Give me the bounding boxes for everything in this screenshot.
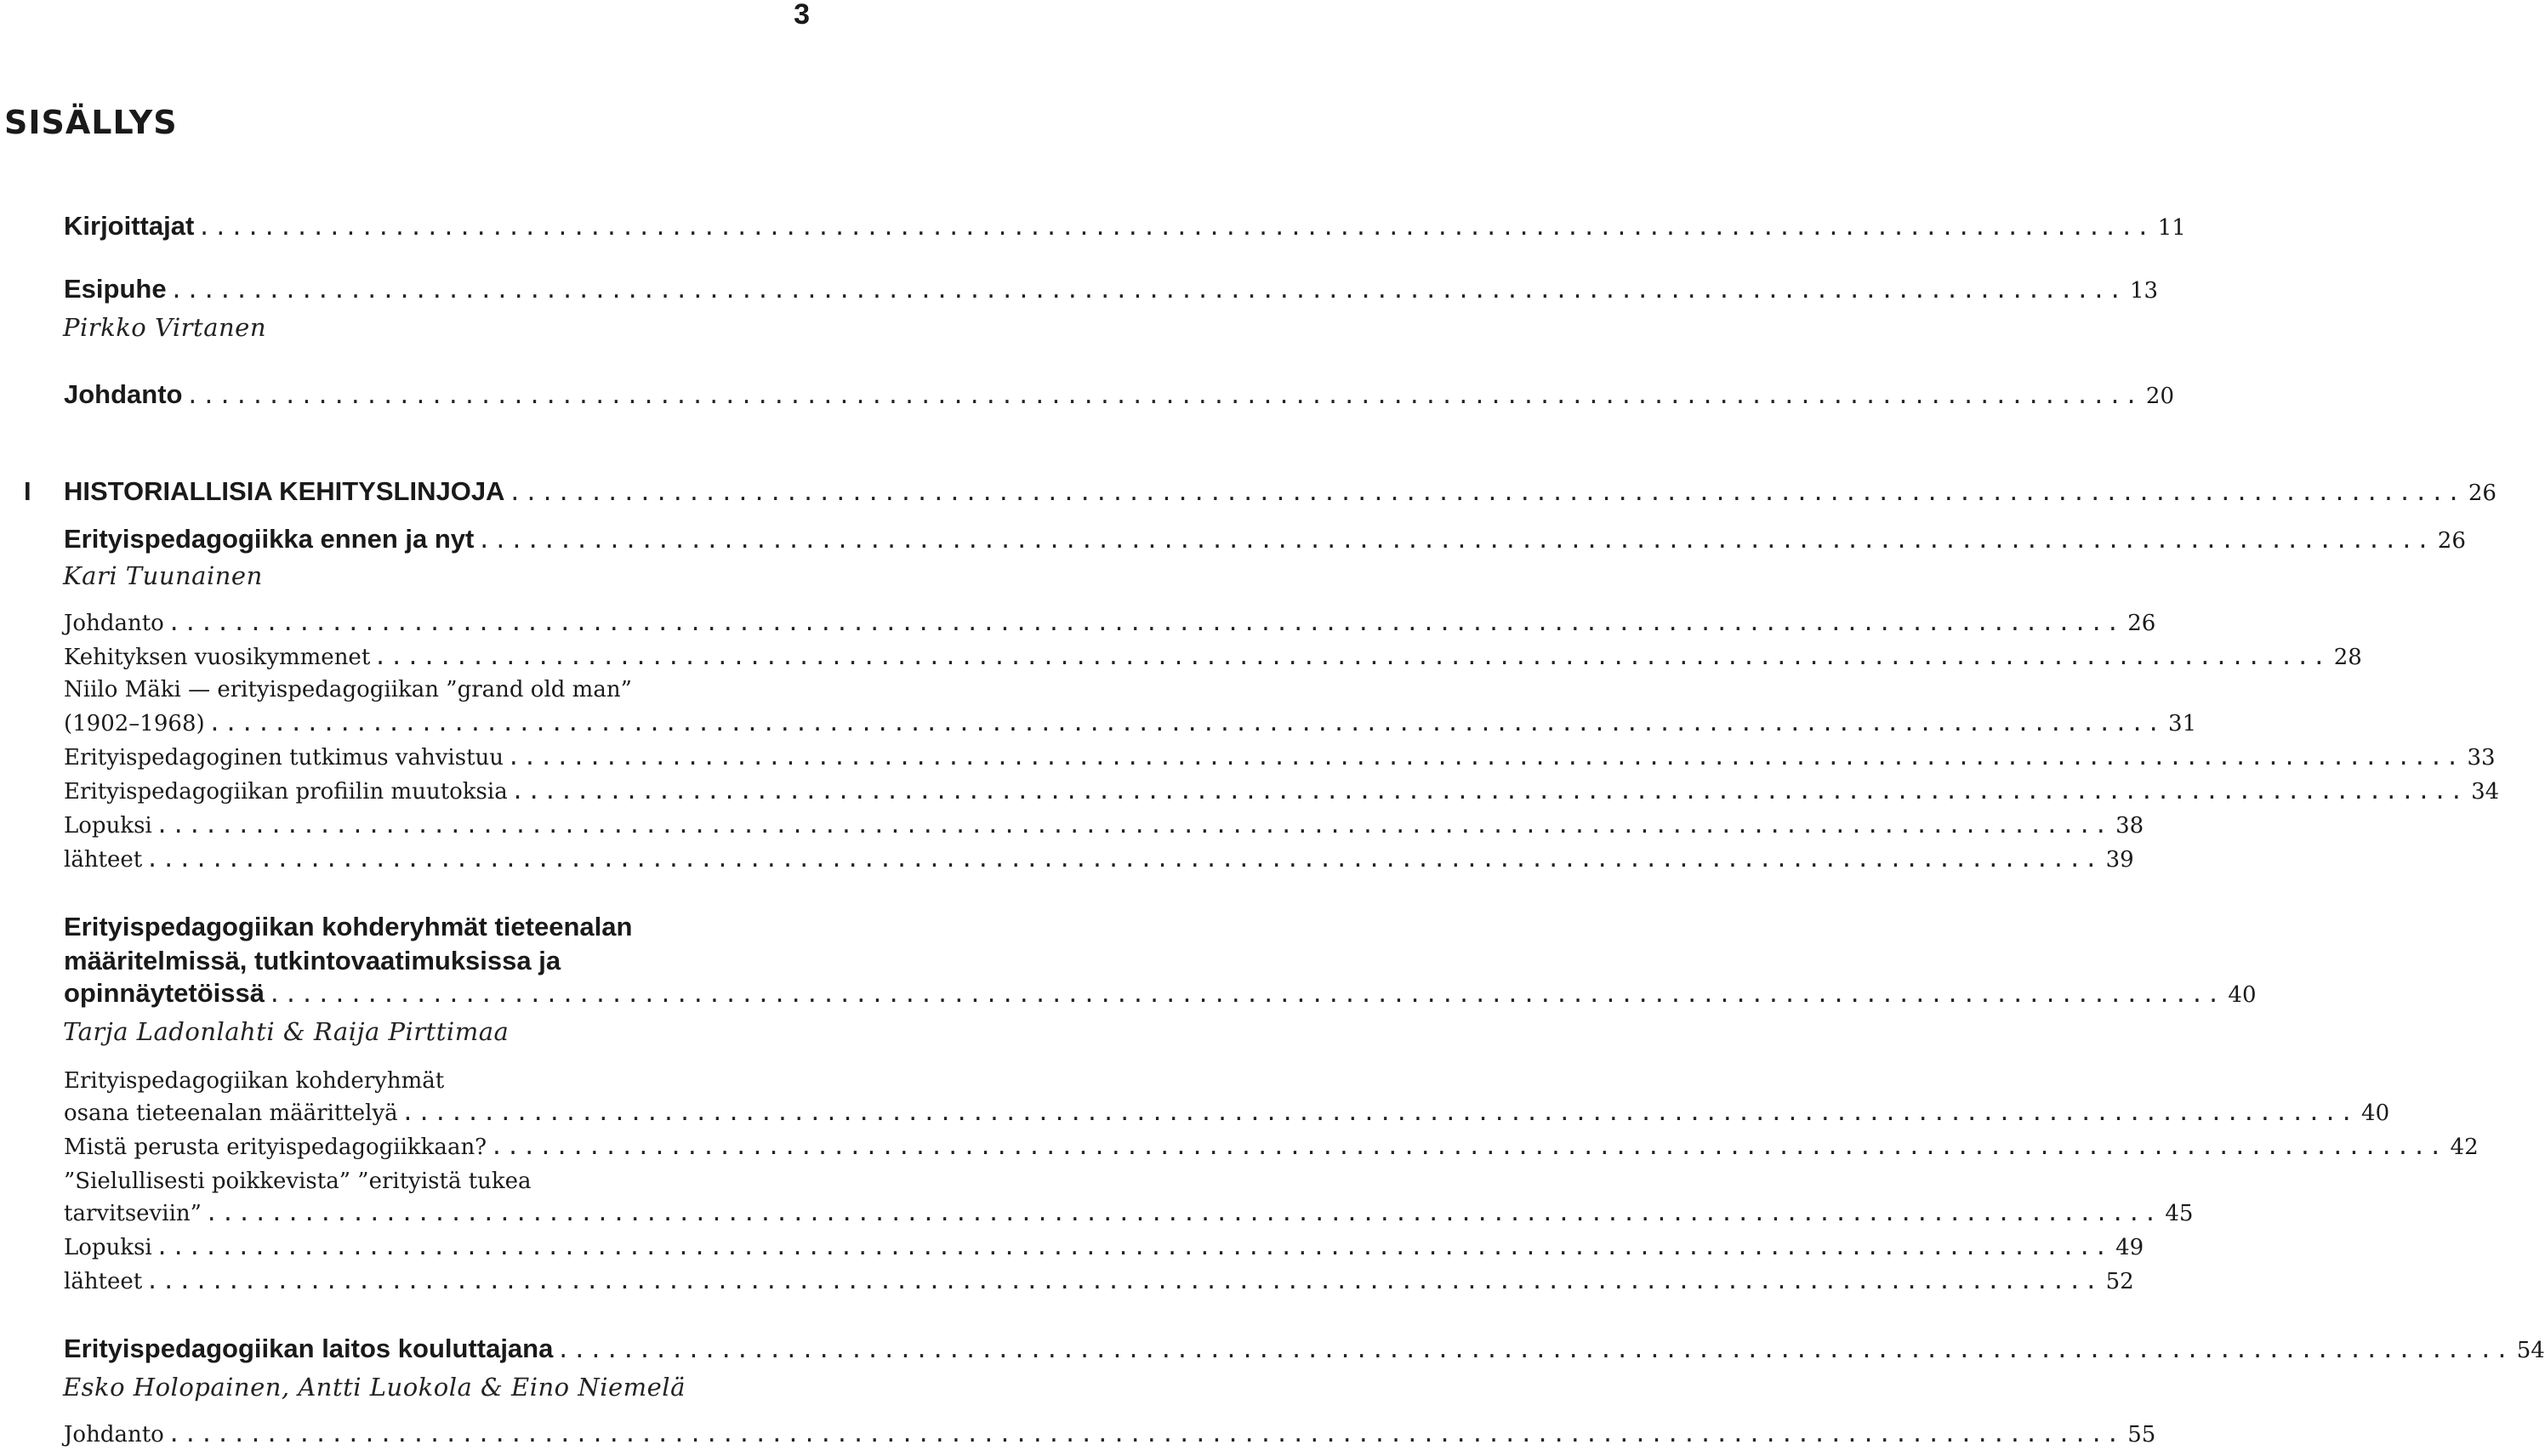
dot-leader: ........................................................................................................................ bbox=[208, 711, 2164, 737]
dot-leader: ........................................................................................................................ bbox=[169, 278, 2125, 304]
toc-subentry-profiili[interactable] bbox=[64, 779, 2500, 813]
toc-subentry-tutkimus[interactable] bbox=[64, 745, 2496, 779]
dot-leader: ........................................................................................................................ bbox=[167, 1422, 2123, 1447]
toc-subentry-osana-line1: Erityispedagogiikan kohderyhmät bbox=[64, 1068, 445, 1094]
toc-subentry-sielullisesti[interactable] bbox=[64, 1201, 2194, 1235]
dot-leader: ........................................................................................................................ bbox=[508, 481, 2463, 506]
dot-leader: ........................................................................................................................ bbox=[268, 982, 2223, 1008]
toc-author: Esko Holopainen, Antti Luokola & Eino Niemelä bbox=[63, 1373, 686, 1402]
toc-subentry-sielullisesti-line1: ”Sielullisesti poikkevista” ”erityistä tukea bbox=[64, 1169, 532, 1194]
dot-leader: ........................................................................................................................ bbox=[373, 645, 2329, 670]
toc-page-number: 42 bbox=[2450, 1135, 2479, 1160]
dot-leader: ........................................................................................................................ bbox=[477, 528, 2433, 554]
toc-entry-title: Esipuhe bbox=[64, 274, 167, 304]
toc-entry-kohderyhmat[interactable] bbox=[64, 978, 2257, 1012]
toc-entry-title: Johdanto bbox=[64, 379, 183, 409]
dot-leader: ........................................................................................................................ bbox=[401, 1101, 2357, 1126]
toc-page-number: 38 bbox=[2115, 813, 2144, 839]
toc-entry-title: Erityispedagoginen tutkimus vahvistuu bbox=[64, 745, 504, 771]
toc-page-number: 40 bbox=[2228, 982, 2257, 1008]
toc-page-number: 26 bbox=[2437, 528, 2466, 554]
toc-entry-title: Erityispedagogiikka ennen ja nyt bbox=[64, 524, 475, 554]
dot-leader: ........................................................................................................................ bbox=[145, 847, 2101, 873]
toc-entry-title: Erityispedagogiikan laitos kouluttajana bbox=[64, 1334, 554, 1363]
toc-subentry-johdanto[interactable] bbox=[64, 611, 2156, 645]
toc-entry-kohderyhmat-line1: Erityispedagogiikan kohderyhmät tieteenalan bbox=[64, 912, 633, 941]
toc-page-number: 54 bbox=[2516, 1338, 2545, 1363]
toc-page-number: 31 bbox=[2168, 711, 2197, 737]
toc-entry-title: Johdanto bbox=[64, 1422, 164, 1447]
dot-leader: ........................................................................................................................ bbox=[167, 611, 2123, 636]
toc-entry-title: Johdanto bbox=[64, 611, 164, 636]
dot-leader: ........................................................................................................................ bbox=[185, 384, 2141, 409]
toc-entry-title: Lopuksi bbox=[64, 1235, 152, 1260]
dot-leader: ........................................................................................................................ bbox=[490, 1135, 2445, 1160]
toc-entry-title: Lopuksi bbox=[64, 813, 152, 839]
toc-subentry-niilo[interactable] bbox=[64, 711, 2197, 745]
toc-page-number: 20 bbox=[2145, 384, 2174, 409]
dot-leader: ........................................................................................................................ bbox=[155, 1235, 2111, 1260]
dot-leader: ........................................................................................................................ bbox=[155, 813, 2111, 839]
page-title: SISÄLLYS bbox=[4, 104, 178, 141]
dot-leader: ........................................................................................................................ bbox=[556, 1338, 2512, 1363]
toc-entry-esipuhe[interactable] bbox=[64, 274, 2159, 308]
toc-entry-title: Kehityksen vuosikymmenet bbox=[64, 645, 371, 670]
toc-entry-title: lähteet bbox=[64, 1269, 143, 1294]
toc-page-number: 49 bbox=[2115, 1235, 2144, 1260]
toc-entry-kirjoittajat[interactable] bbox=[64, 211, 2186, 245]
dot-leader: ........................................................................................................................ bbox=[507, 745, 2462, 771]
toc-author: Kari Tuunainen bbox=[63, 561, 263, 590]
toc-page-number: 52 bbox=[2105, 1269, 2134, 1294]
toc-subentry-lahteet[interactable] bbox=[64, 847, 2134, 881]
toc-subentry-lopuksi[interactable] bbox=[64, 813, 2144, 847]
page-number: 3 bbox=[794, 0, 810, 31]
toc-subentry-johdanto-3[interactable] bbox=[64, 1422, 2156, 1456]
dot-leader: ........................................................................................................................ bbox=[510, 779, 2467, 805]
toc-entry-title: lähteet bbox=[64, 847, 143, 873]
toc-entry-historiallisia[interactable] bbox=[64, 476, 2497, 510]
toc-entry-ennen-ja-nyt[interactable] bbox=[64, 524, 2466, 558]
toc-page-number: 39 bbox=[2105, 847, 2134, 873]
toc-subentry-lopuksi-2[interactable] bbox=[64, 1235, 2144, 1269]
toc-entry-johdanto[interactable] bbox=[64, 379, 2174, 413]
toc-entry-title: tarvitseviin” bbox=[64, 1201, 202, 1226]
toc-entry-kohderyhmat-line2: määritelmissä, tutkintovaatimuksissa ja bbox=[64, 946, 561, 975]
toc-page-number: 33 bbox=[2467, 745, 2496, 771]
dot-leader: ........................................................................................................................ bbox=[145, 1269, 2101, 1294]
toc-entry-title: opinnäytetöissä bbox=[64, 978, 265, 1008]
toc-entry-title: Erityispedagogiikan profiilin muutoksia bbox=[64, 779, 508, 805]
toc-subentry-niilo-line1: Niilo Mäki — erityispedagogiikan ”grand old man” bbox=[64, 677, 632, 702]
toc-subentry-osana[interactable] bbox=[64, 1101, 2390, 1135]
toc-entry-title: Kirjoittajat bbox=[64, 211, 195, 241]
toc-subentry-kehityksen[interactable] bbox=[64, 645, 2362, 679]
toc-entry-laitos[interactable] bbox=[64, 1334, 2545, 1368]
toc-subentry-lahteet-2[interactable] bbox=[64, 1269, 2134, 1303]
toc-entry-title: osana tieteenalan määrittelyä bbox=[64, 1101, 398, 1126]
toc-entry-title: (1902–1968) bbox=[64, 711, 205, 737]
part-number: I bbox=[24, 476, 31, 506]
toc-entry-title: HISTORIALLISIA KEHITYSLINJOJA bbox=[64, 476, 505, 506]
toc-author: Pirkko Virtanen bbox=[63, 313, 267, 342]
toc-page-number: 13 bbox=[2130, 278, 2159, 304]
toc-page-number: 26 bbox=[2468, 481, 2497, 506]
toc-page-number: 28 bbox=[2333, 645, 2362, 670]
toc-subentry-mista[interactable] bbox=[64, 1135, 2479, 1169]
toc-page-number: 40 bbox=[2361, 1101, 2390, 1126]
toc-entry-title: Mistä perusta erityispedagogiikkaan? bbox=[64, 1135, 487, 1160]
toc-page-number: 55 bbox=[2127, 1422, 2156, 1447]
toc-author: Tarja Ladonlahti & Raija Pirttimaa bbox=[63, 1017, 510, 1046]
toc-page-number: 34 bbox=[2471, 779, 2500, 805]
toc-page-number: 45 bbox=[2165, 1201, 2194, 1226]
toc-page-number: 11 bbox=[2157, 215, 2186, 241]
dot-leader: ........................................................................................................................ bbox=[204, 1201, 2161, 1226]
dot-leader: ........................................................................................................................ bbox=[197, 215, 2153, 241]
toc-page-number: 26 bbox=[2127, 611, 2156, 636]
